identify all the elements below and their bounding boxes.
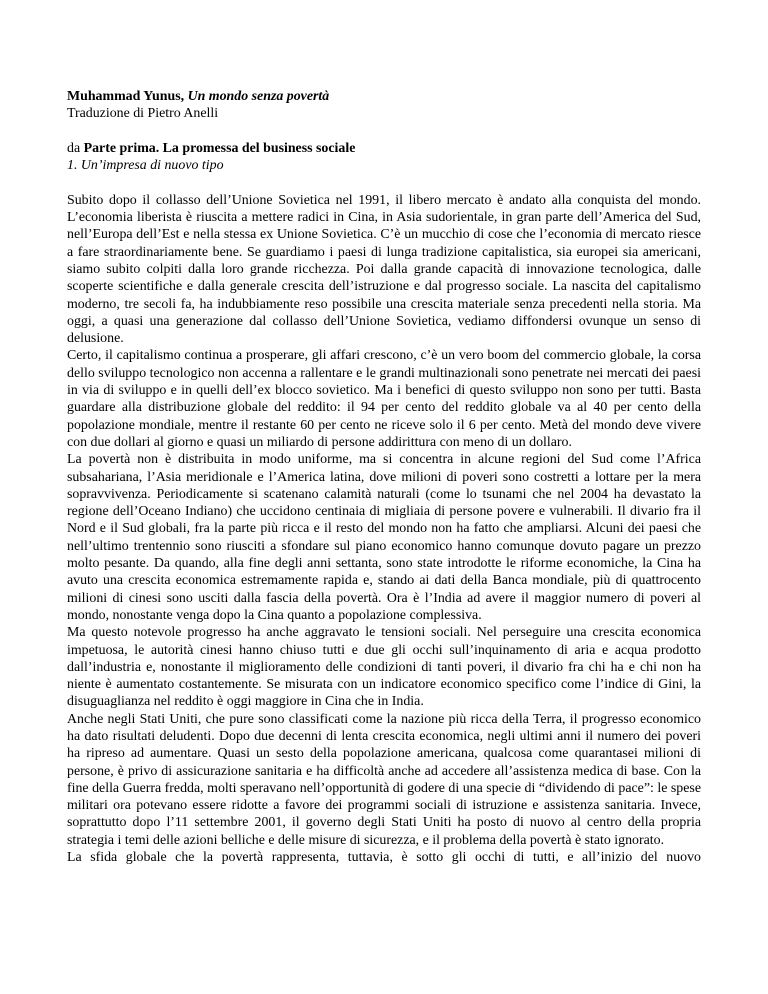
book-heading (67, 88, 701, 105)
spacer (67, 174, 701, 191)
book-title: Un mondo senza povertà (187, 89, 330, 104)
spacer (67, 123, 701, 140)
author-name: Muhammad Yunus, (67, 89, 185, 104)
paragraph: Anche negli Stati Uniti, che pure sono classificati come la nazione più ricca della Terra, il progresso economico ha dato risultati deludenti. Dopo due decenni di lenta crescita economica, negli ultimi anni il numero dei poveri ha ripreso ad aumentare. Quasi un sesto della popolazione americana, qualcosa come quarantasei milioni di persone, è privo di assicurazione sanitaria e ha difficoltà anche ad accedere all’assistenza medica di base. Con la fine della Guerra fredda, molti speravano nell’opportunità di godere di una specie di “dividendo di pace”: le spese militari ora potevano essere ridotte a favore dei programmi sociali di istruzione e assistenza sanitaria. Invece, soprattutto dopo l’11 settembre 2001, il governo degli Stati Uniti ha posto di nuovo al centro della propria strategia i temi delle azioni belliche e delle misure di sicurezza, e il problema della povertà è stato ignorato. (67, 711, 701, 848)
paragraph: La povertà non è distribuita in modo uniforme, ma si concentra in alcune regioni del Sud come l’Africa subsahariana, l’Asia meridionale e l’America latina, dove milioni di poveri sono costretti a lottare per la mera sopravvivenza. Periodicamente si scatenano calamità naturali (come lo tsunami che nel 2004 ha devastato la regione dell’Oceano Indiano) che uccidono centinaia di migliaia di persone povere e vulnerabili. Il divario fra il Nord e il Sud globali, fra la parte più ricca e il resto del mondo non ha fatto che ampliarsi. Alcuni dei paesi che nell’ultimo trentennio sono riusciti a sfondare sul piano economico hanno comunque dovuto pagare un prezzo molto pesante. Da quando, alla fine degli anni settanta, sono state introdotte le riforme economiche, la Cina ha avuto una crescita economica estremamente rapida e, stando ai dati della Banca mondiale, più di quattrocento milioni di cinesi sono usciti dalla fascia della povertà. Ora è l’India ad avere il maggior numero di poveri al mondo, nonostante venga dopo la Cina quanto a popolazione complessiva. (67, 452, 701, 623)
translator-credit: Traduzione di Pietro Anelli (67, 106, 219, 122)
paragraph: Certo, il capitalismo continua a prosperare, gli affari crescono, c’è un vero boom del commercio globale, la corsa dello sviluppo tecnologico non accenna a rallentare e le grandi multinazionali sono penetrate nei mercati dei paesi in via di sviluppo e in quelli dell’ex blocco sovietico. Ma i benefici di questo sviluppo non sono per tutti. Basta guardare alla distribuzione globale del reddito: il 94 per cento del reddito globale va al 40 per cento della popolazione mondiale, mentre il restante 60 per cento ne riceve solo il 6 per cento. Metà del mondo deve vivere con due dollari al giorno e quasi un miliardo di persone addirittura con meno di un dollaro. (67, 348, 701, 450)
source-prefix: da (67, 140, 84, 156)
document-page (67, 88, 701, 866)
chapter-title: 1. Un’impresa di nuovo tipo (67, 158, 224, 174)
part-title: Parte prima. La promessa del business sociale (83, 140, 356, 156)
paragraph: La sfida globale che la povertà rappresenta, tuttavia, è sotto gli occhi di tutti, e all’inizio del nuovo (67, 850, 701, 866)
paragraph: Subito dopo il collasso dell’Unione Sovietica nel 1991, il libero mercato è andato alla conquista del mondo. L’economia liberista è riuscita a mettere radici in Cina, in Asia sudorientale, in gran parte dell’America del Sud, nell’Europa dell’Est e nella stessa ex Unione Sovietica. C’è un mucchio di cose che l’economia di mercato riesce a fare straordinariamente bene. Se guardiamo i paesi di lunga tradizione capitalistica, sia europei sia americani, siamo subito colpiti dalla loro grande ricchezza. Poi dalla grande capacità di innovazione tecnologica, dalle scoperte scientifiche e dalla generale crescita dell’istruzione e dal progresso sociale. La nascita del capitalismo moderno, tre secoli fa, ha indubbiamente reso possibile una crescita materiale senza precedenti nella storia. Ma oggi, a quasi una generazione dal collasso dell’Unione Sovietica, vediamo diffondersi ovunque un senso di delusione. (67, 192, 701, 347)
paragraph: Ma questo notevole progresso ha anche aggravato le tensioni sociali. Nel perseguire una crescita economica impetuosa, le autorità cinesi hanno chiuso tutti e due gli occhi sull’inquinamento di aria e acqua prodotto dall’industria e, nonostante il miglioramento delle condizioni di tanti poveri, il divario fra chi ha e chi non ha niente è aumentato costantemente. Se misurata con un indicatore economico specifico come l’indice di Gini, la disuguaglianza nel reddito è oggi maggiore in Cina che in India. (67, 625, 701, 710)
part-heading (67, 140, 701, 157)
